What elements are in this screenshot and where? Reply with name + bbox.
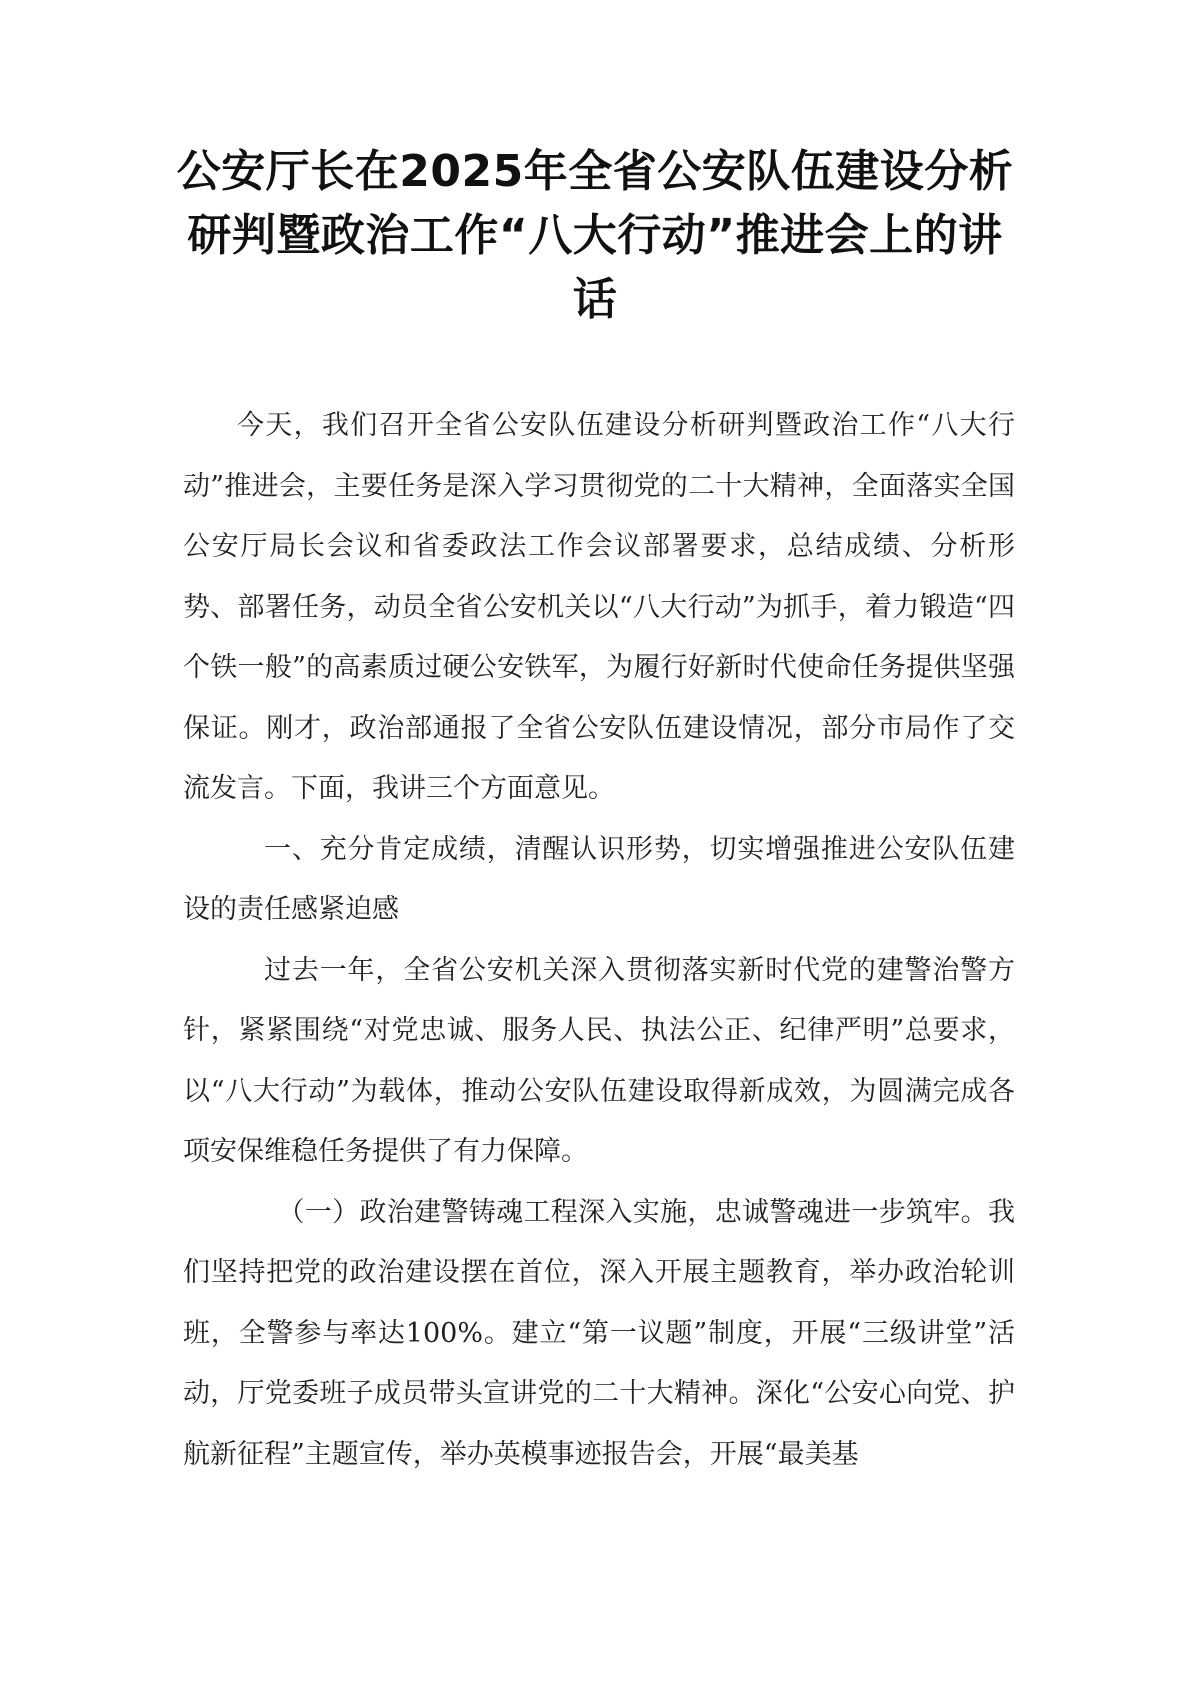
document-title: 公安厅长在2025年全省公安队伍建设分析研判暨政治工作“八大行动”推进会上的讲话 [176, 146, 1014, 325]
paragraph-subsection-1: （一）政治建警铸魂工程深入实施，忠诚警魂进一步筑牢。我们坚持把党的政治建设摆在首位，深入开展主题教育，举办政治轮训班，全警参与率达100%。建立“第一议题”制度，开展“三级讲堂”活动，厅党委班子成员带头宣讲党的二十大精神。深化“公安心向党、护航新征程”主题宣传，举办英模事迹报告会，开展“最美基 [183, 1196, 1015, 1470]
section-heading-1: 一、充分肯定成绩，清醒认识形势，切实增强推进公安队伍建设的责任感紧迫感 [183, 833, 1015, 925]
paragraph-review: 过去一年，全省公安机关深入贯彻落实新时代党的建警治警方针，紧紧围绕“对党忠诚、服务人民、执法公正、纪律严明”总要求，以“八大行动”为载体，推动公安队伍建设取得新成效，为圆满完成各项安保维稳任务提供了有力保障。 [183, 954, 1015, 1167]
paragraph-intro: 今天，我们召开全省公安队伍建设分析研判暨政治工作“八大行动”推进会，主要任务是深入学习贯彻党的二十大精神，全面落实全国公安厅局长会议和省委政法工作会议部署要求，总结成绩、分析形势、部署任务，动员全省公安机关以“八大行动”为抓手，着力锻造“四个铁一般”的高素质过硬公安铁军，为履行好新时代使命任务提供坚强保证。刚才，政治部通报了全省公安队伍建设情况，部分市局作了交流发言。下面，我讲三个方面意见。 [183, 410, 1015, 804]
document-body [183, 396, 1015, 1485]
